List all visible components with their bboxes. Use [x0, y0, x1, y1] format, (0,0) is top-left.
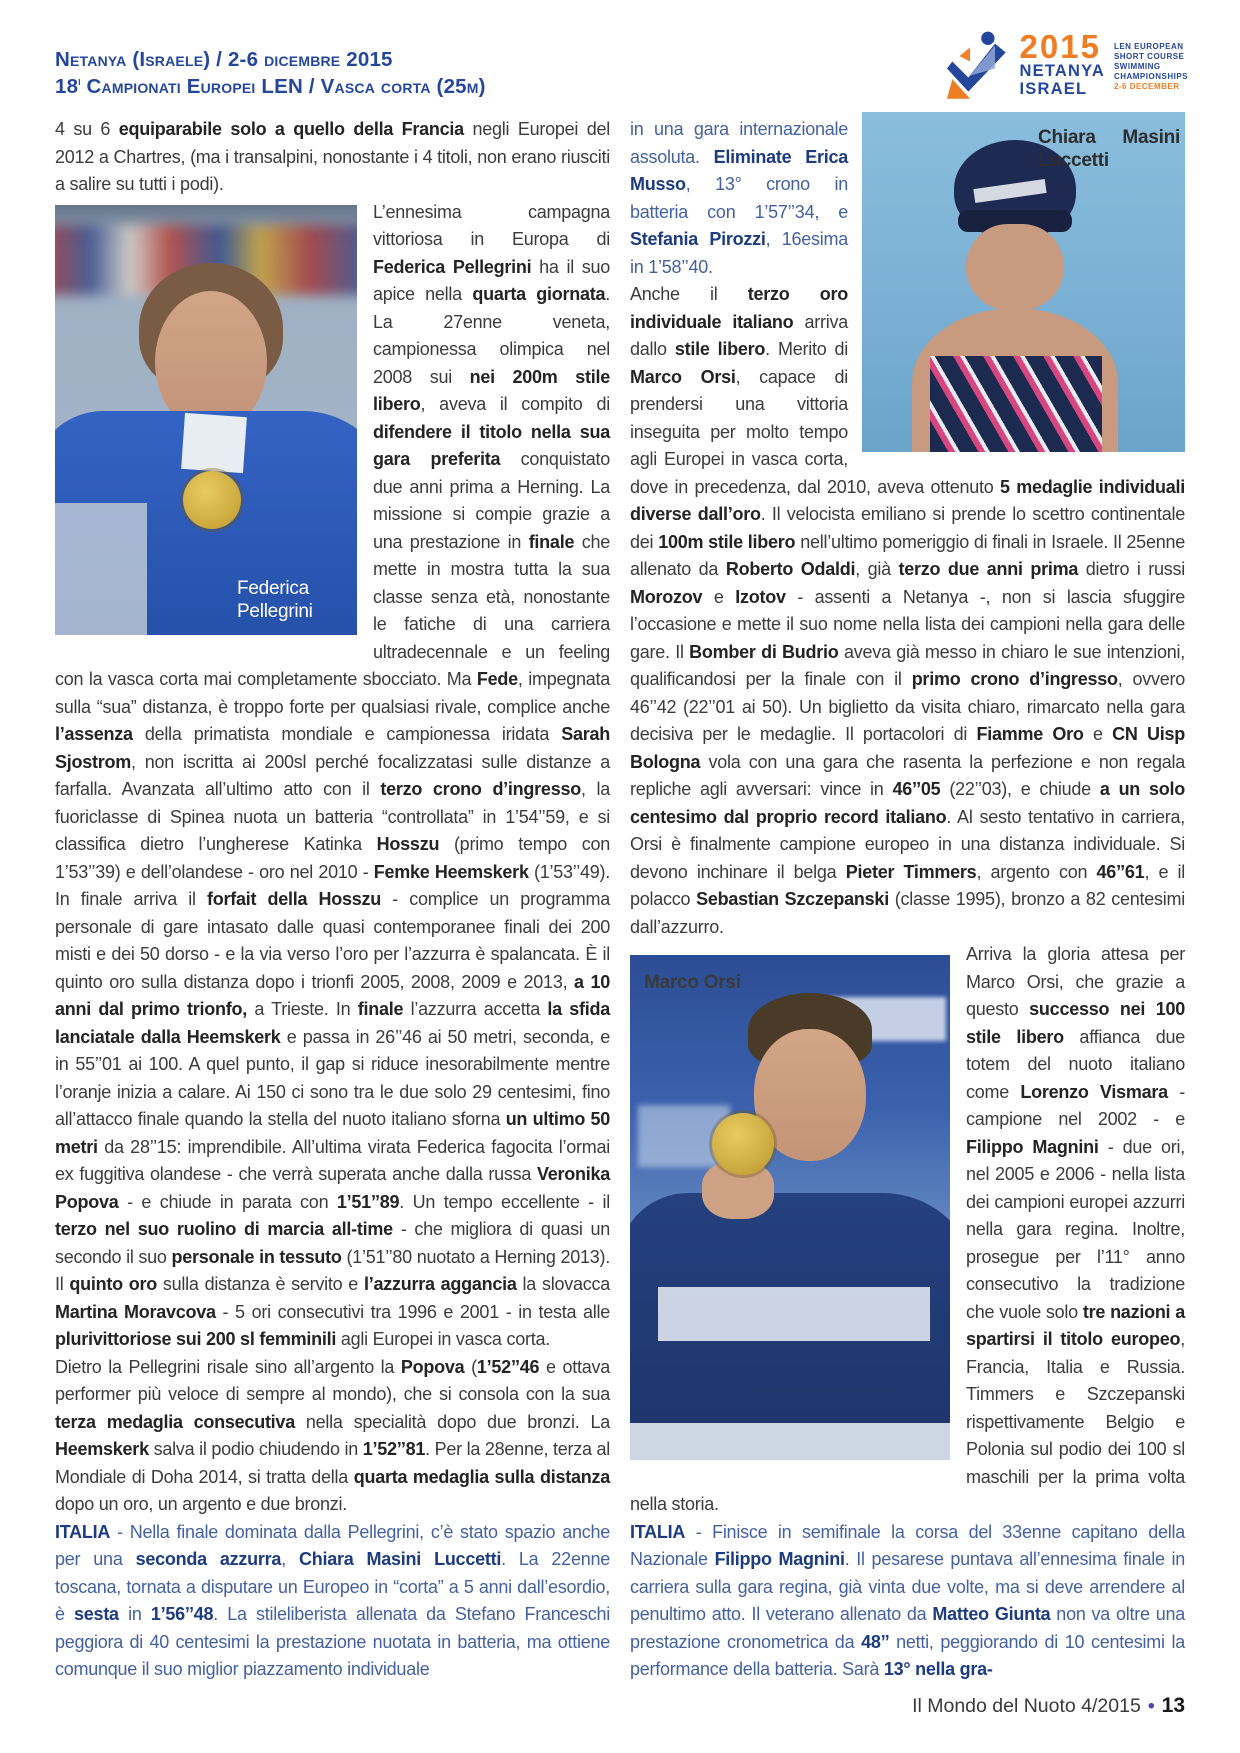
- photo-shape: [658, 1287, 930, 1341]
- italia-paragraph: ITALIA - Finisce in semifinale la corsa del 33enne capitano della Nazionale Filippo Magnini. Il pesarese puntava all’ennesima finale in carriera sulla gara regina, già vinta due volte, ma si deve arrendere al penultimo atto. Il veterano allenato da Matteo Giunta non va oltre una prestazione cronometrica da 48’’ netti, peggiorando di 10 centesimi la performance della batteria. Sarà 13° nella gra-: [630, 1521, 1185, 1679]
- photo-caption: Federica Pellegrini: [237, 577, 313, 622]
- gold-medal: [712, 1113, 774, 1175]
- logo-year: 2015: [1019, 28, 1101, 65]
- photo-shape: [181, 412, 247, 472]
- photo-chiara-masini-luccetti: [862, 112, 1185, 452]
- event-title: 18$^i$ Campionati Europei LEN / Vasca corta (25m): [55, 74, 486, 98]
- photo-federica-pellegrini: [55, 205, 357, 635]
- paragraph: Anche il terzo oro individuale italiano arriva dallo stile libero. Merito di Marco Orsi, capace di prendersi una vittoria inseguita per molto tempo agli Europei in vasca corta, dove in precedenza, dal 2010, aveva ottenuto 5 medaglie individuali diverse dall’oro. Il velocista emiliano si prende lo scettro continentale dei 100m stile libero nell’ultimo pomeriggio di finali in Israele. Il 25enne allenato da Roberto Odaldi, già terzo due anni prima dietro i russi Morozov e Izotov - assenti a Netanya -, non si lascia sfuggire l’occasione e mette il suo nome nella lista dei campioni nella gara delle gare. Il Bomber di Budrio aveva già messo in chiaro le sue intenzioni, qualificandosi per la finale con il primo crono d’ingresso, ovvero 46’’42 (22’’01 ai 50). Un biglietto da visita chiaro, rimarcato nella gara decisiva per le medaglie. Il portacolori di Fiamme Oro e CN Uisp Bologna vola con una gara che rasenta la perfezione e non regala repliche agli avversari: vince in 46’’05 (22’’03), e chiude a un solo centesimo dal proprio record italiano. Al sesto tentativo in carriera, Orsi è finalmente campione europeo in una distanza individuale. Si devono inchinare il belga Pieter Timmers, argento con 46’’61, e il polacco Sebastian Szczepanski (classe 1995), bronzo a 82 centesimi dall’azzurro.: [630, 284, 1186, 937]
- footer-bullet: •: [1147, 1695, 1155, 1717]
- championship-logo: [947, 28, 1188, 102]
- magazine-name: Il Mondo del Nuoto 4/2015: [912, 1695, 1141, 1717]
- italia-paragraph-continued: in una gara internazionale assoluta. Eliminate Erica Musso, 13° crono in batteria con 1’57’’34, e Stefania Pirozzi, 16esima in 1’58’’40.: [630, 119, 849, 277]
- paragraph: L’ennesima campagna vittoriosa in Europa di Federica Pellegrini ha il suo apice nella quarta giornata. La 27enne veneta, campionessa olimpica nel 2008 sui nei 200m stile libero, aveva il compito di difendere il titolo nella sua gara preferita conquistato due anni prima a Herning. La missione si compie grazie a una prestazione in finale che mette in mostra tutta la sua classe senza età, nonostante le fatiche di una carriera ultradecennale e un feeling con la vasca corta mai completamente sbocciato. Ma Fede, impegnata sulla “sua” distanza, è troppo forte per qualsiasi rivale, complice anche l’assenza della primatista mondiale e campionessa iridata Sarah Sjostrom, non iscritta ai 200sl perché focalizzatasi sulle distanze a farfalla. Avanzata all’ultimo atto con il terzo crono d’ingresso, la fuoriclasse di Spinea nuota un batteria “controllata” in 1’54’’59, e si classifica dietro l’ungherese Katinka Hosszu (primo tempo con 1’53’’39) e dell’olandese - oro nel 2010 - Femke Heemskerk (1’53’’49). In finale arriva il forfait della Hosszu - complice un programma personale di gare intasato dalle quasi contemporanee finali dei 200 misti e dei 50 dorso - e la via verso l’oro per l’azzurra è spalancata. È il quinto oro sulla distanza dopo i trionfi 2005, 2008, 2009 e 2013, a 10 anni dal primo trionfo, a Trieste. In finale l’azzurra accetta la sfida lanciatale dalla Heemskerk e passa in 26’’46 ai 50 metri, seconda, e in 55’’01 ai 100. A quel punto, il gap si riduce inesorabilmente mentre l’oranje inizia a calare. Ai 150 ci sono tra le due solo 29 centesimi, fino all’attacco finale quando la stella del nuoto italiano sforna un ultimo 50 metri da 28’’15: imprendibile. All’ultima virata Federica fagocita l’ormai ex fuggitiva olandese - che verrà superata anche dalla russa Veronika Popova - e chiude in parata con 1’51’’89. Un tempo eccellente - il terzo nel suo ruolino di marcia all-time - che migliora di quasi un secondo il suo personale in tessuto (1’51’’80 nuotato a Herning 2013). Il quinto oro sulla distanza è servito e l’azzurra aggancia la slovacca Martina Moravcova - 5 ori consecutivi tra 1996 e 2001 - in testa alle plurivittoriose sui 200 sl femminili agli Europei in vasca corta.: [55, 201, 611, 1349]
- edition-superscript: i: [78, 76, 81, 88]
- photo-shape: [630, 1423, 950, 1460]
- italia-paragraph: ITALIA - Nella finale dominata dalla Pellegrini, c’è stato spazio anche per una seconda azzurra, Chiara Masini Luccetti. La 22enne toscana, tornata a disputare un Europeo in “corta” a 5 anni dall’esordio, è sesta in 1’56’’48. La stileliberista allenata da Stefano Franceschi peggiora di 40 centesimi la prestazione nuotata in batteria, ma ottiene comunque il suo miglior piazzamento individuale: [55, 1521, 611, 1679]
- paragraph: 4 su 6 equiparabile solo a quello della Francia negli Europei del 2012 a Chartres, (ma i transalpini, nonostante i 4 titoli, non erano riusciti a salire su tutti i podi).: [55, 119, 610, 194]
- photo-shape: [930, 356, 1102, 452]
- photo-caption: Chiara Masini Luccetti: [1038, 127, 1180, 171]
- page-footer: [912, 1694, 1185, 1718]
- photo-shape: [55, 503, 147, 635]
- logo-event-name: [1114, 38, 1188, 92]
- paragraph: Arriva la gloria attesa per Marco Orsi, che grazie a questo successo nei 100 stile libero affianca due totem del nuoto italiano come Lorenzo Vismara - campione nel 2002 - e Filippo Magnini - due ori, nel 2005 e 2006 - nella lista dei campioni europei azzurri nella gara regina. Inoltre, prosegue per l’11° anno consecutivo la tradizione che vuole solo tre nazioni a spartirsi il titolo europeo, Francia, Italia e Russia. Timmers e Szczepanski rispettivamente Belgio e Polonia sul podio dei 100 sl maschili per la prima volta nella storia.: [630, 944, 1186, 1514]
- logo-city: NETANYA: [1019, 62, 1105, 80]
- paragraph: Dietro la Pellegrini risale sino all’argento la Popova (1’52’’46 e ottava performer più veloce di sempre al mondo), che si consola con la sua terza medaglia consecutiva nella specialità dopo due bronzi. La Heemskerk salva il podio chiudendo in 1’52’’81. Per la 28enne, terza al Mondiale di Doha 2014, si tratta della quarta medaglia sulla distanza dopo un oro, un argento e due bronzi.: [55, 1356, 611, 1514]
- logo-text-block: [1019, 28, 1105, 98]
- event-location-date: Netanya (Israele) / 2-6 dicembre 2015: [55, 48, 393, 71]
- logo-line: SHORT COURSE: [1113, 52, 1185, 61]
- swimmer-icon: [947, 28, 1011, 102]
- article-body: [55, 116, 1185, 1684]
- page-number: 13: [1161, 1694, 1185, 1717]
- page-header: [55, 48, 486, 98]
- logo-line: SWIMMING: [1113, 62, 1161, 71]
- logo-country: ISRAEL: [1019, 80, 1088, 98]
- right-column: [630, 116, 1185, 1684]
- gold-medal: [183, 471, 241, 529]
- logo-dates: 2-6 DECEMBER: [1113, 82, 1180, 91]
- photo-caption: Marco Orsi: [644, 972, 741, 993]
- logo-line: CHAMPIONSHIPS: [1113, 72, 1188, 81]
- logo-line: LEN EUROPEAN: [1113, 42, 1184, 51]
- photo-marco-orsi: [630, 955, 950, 1460]
- left-column: [55, 116, 610, 1684]
- photo-shape: [966, 224, 1064, 310]
